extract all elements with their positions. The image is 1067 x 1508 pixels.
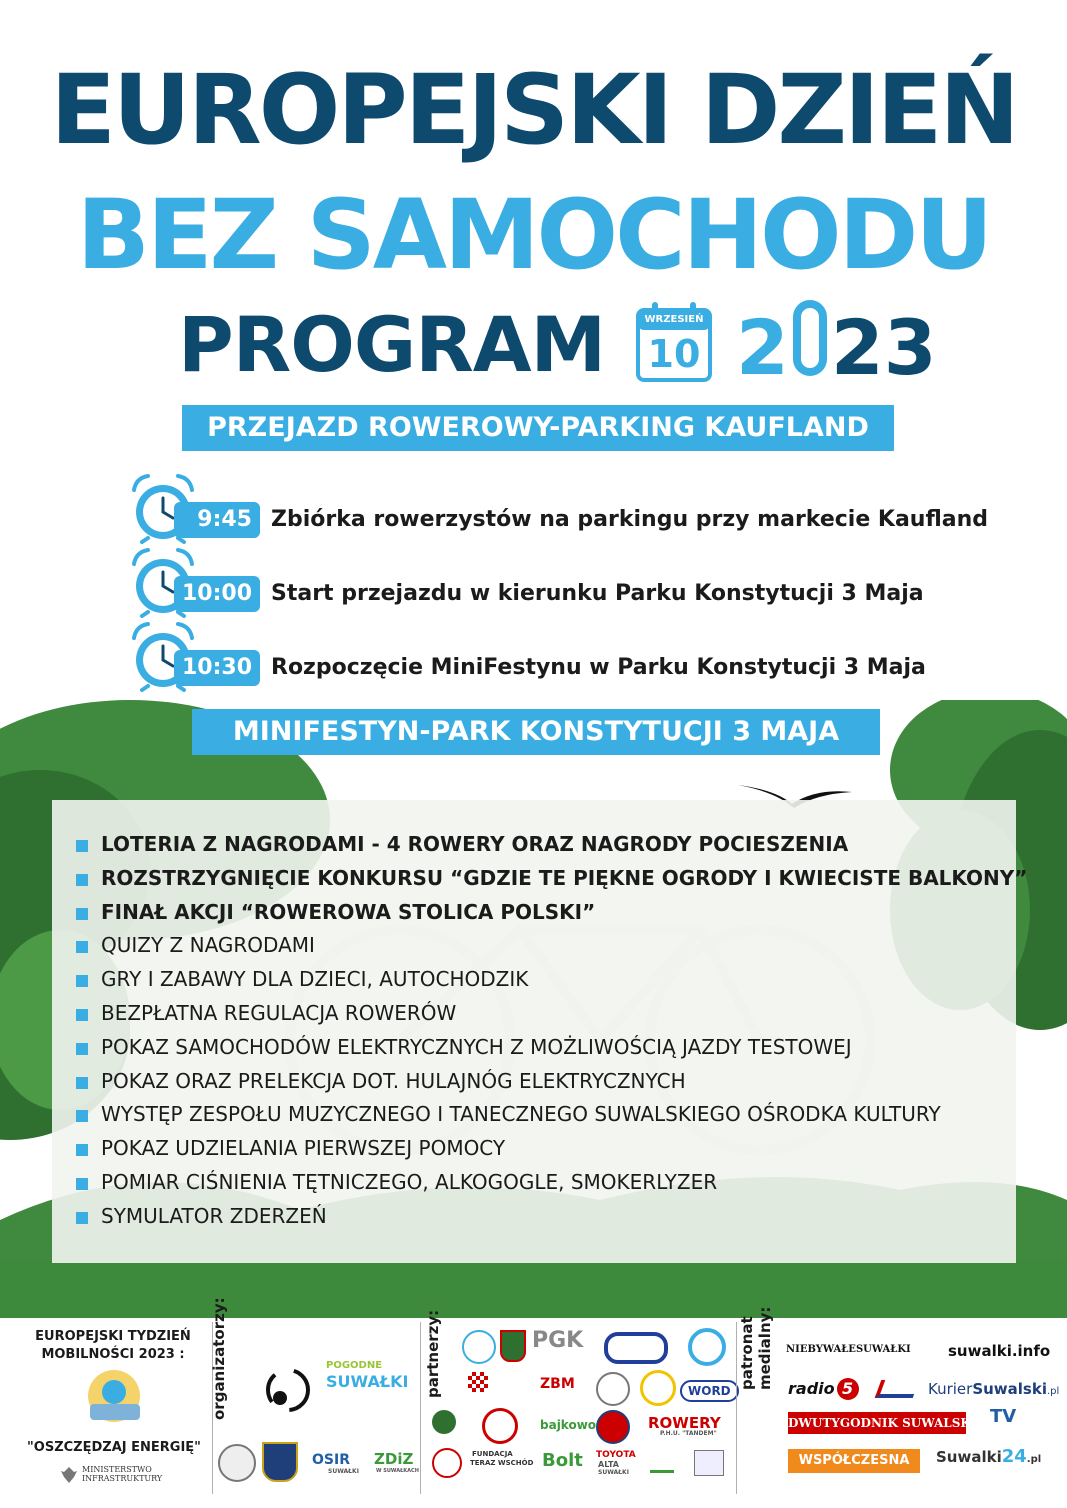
teraz-wschod-logo: TERAZ WSCHÓD (470, 1459, 534, 1467)
bajkowo-logo: bajkowo (540, 1418, 597, 1432)
radio-text: radio (788, 1379, 835, 1398)
festival-item-text: ROZSTRZYGNIĘCIE KONKURSU “GDZIE TE PIĘKNE OGRODY I KWIECISTE BALKONY” (101, 865, 1028, 890)
kurier-pl: .pl (1046, 1386, 1060, 1397)
bullet-square-icon (76, 908, 88, 920)
city-seal-logo (218, 1444, 256, 1482)
round-blue-logo (688, 1328, 726, 1366)
year-part2: 23 (830, 303, 937, 392)
eagle-emblem-icon (60, 1465, 78, 1485)
festival-item-text: SYMULATOR ZDERZEŃ (101, 1203, 327, 1228)
bullet-square-icon (76, 874, 88, 886)
alta-logo-sub: SUWAŁKI (598, 1469, 629, 1476)
bullet-square-icon (76, 1110, 88, 1122)
mobility-week-line2: MOBILNOŚCI 2023 : (41, 1347, 185, 1362)
fundacja-logo: FUNDACJA (472, 1450, 513, 1458)
niebywale-text: NIEBYWAŁE (786, 1344, 856, 1355)
festival-item (76, 963, 1027, 997)
suwalki-bear-logo (258, 1360, 318, 1420)
kurier-text: Kurier (928, 1380, 973, 1398)
mobility-week-title (18, 1328, 208, 1364)
schedule-description: Start przejazdu w kierunku Parku Konstytucji 3 Maja (271, 581, 924, 606)
schedule-description: Zbiórka rowerzystów na parkingu przy markecie Kaufland (271, 507, 989, 532)
festival-item (76, 929, 1027, 963)
ministry-name (82, 1465, 232, 1483)
festival-item (76, 1098, 1027, 1132)
cultural-centre-logo (468, 1372, 488, 1392)
pact-logo (694, 1450, 724, 1476)
festival-item (76, 1031, 1027, 1065)
kurier-suwalski-logo (928, 1380, 1059, 1398)
festival-item (76, 828, 1027, 862)
energy-motto: "OSZCZĘDZAJ ENERGIĘ" (27, 1440, 201, 1455)
active-city-logo (650, 1452, 674, 1473)
festival-item (76, 1166, 1027, 1200)
program-heading: PROGRAM (178, 300, 606, 389)
schedule-time: 10:30 (174, 650, 260, 686)
festival-items-list (76, 828, 1027, 1234)
radio5-number: 5 (837, 1378, 859, 1400)
csc-logo (604, 1332, 668, 1364)
suwalki24-text: Suwalki (936, 1448, 1002, 1466)
ministry-line1: MINISTERSTWO (82, 1465, 152, 1474)
bullet-square-icon (76, 941, 88, 953)
title-line1: EUROPEJSKI DZIEŃ (50, 54, 1017, 166)
bolt-logo: Bolt (542, 1450, 583, 1471)
osir-logo-sub: SUWAŁKI (328, 1468, 359, 1475)
festival-item-text: QUIZY Z NAGRODAMI (101, 933, 315, 958)
green-round-logo (432, 1410, 456, 1434)
zdiz-logo-sub: W SUWAŁKACH (376, 1468, 419, 1474)
bullet-square-icon (76, 840, 88, 852)
festival-item-text: GRY I ZABAWY DLA DZIECI, AUTOCHODZIK (101, 967, 529, 992)
festival-item-text: POKAZ UDZIELANIA PIERWSZEJ POMOCY (101, 1136, 506, 1161)
fire-brigade-logo (596, 1410, 630, 1444)
suwalki-info-logo: suwalki.info (948, 1342, 1051, 1360)
bullet-square-icon (76, 1009, 88, 1021)
festival-item (76, 862, 1027, 896)
calendar-month: WRZESIEŃ (644, 314, 704, 325)
suwalki24-number: 24 (1001, 1446, 1027, 1467)
ride-section-band: PRZEJAZD ROWEROWY-PARKING KAUFLAND (182, 405, 894, 451)
organizers-label: organizatorzy: (210, 1297, 228, 1420)
year (736, 300, 937, 393)
pgk-logo: PGK (532, 1328, 584, 1353)
schedule-description: Rozpoczęcie MiniFestynu w Parku Konstytucji 3 Maja (271, 655, 926, 680)
hospital-logo (596, 1372, 630, 1406)
calendar-icon (636, 302, 712, 382)
pwik-logo (462, 1330, 496, 1364)
media-label-1: patronat (738, 1316, 756, 1390)
tvs-logo: TV (990, 1406, 1017, 1427)
bullet-square-icon (76, 975, 88, 987)
medical-logo (482, 1408, 518, 1444)
pogodne-logo-text: POGODNE (326, 1360, 383, 1371)
suwalki-coat-of-arms (262, 1442, 298, 1482)
bullet-square-icon (76, 1043, 88, 1055)
suwalski-text: Suwalski (972, 1380, 1047, 1398)
bullet-square-icon (76, 1178, 88, 1190)
festival-item (76, 1065, 1027, 1099)
dwutygodnik-logo: DWUTYGODNIK SUWALSKI (788, 1412, 966, 1434)
festival-item-text: LOTERIA Z NAGRODAMI - 4 ROWERY ORAZ NAGRODY POCIESZENIA (101, 832, 849, 856)
toyota-logo: TOYOTA (596, 1450, 636, 1460)
festival-item-text: FINAŁ AKCJI “ROWEROWA STOLICA POLSKI” (101, 899, 596, 924)
media-label-2: medialny: (756, 1306, 774, 1390)
calendar-day: 10 (647, 332, 701, 376)
schedule-time: 9:45 (174, 502, 260, 538)
festival-item (76, 1200, 1027, 1234)
festival-item-text: POMIAR CIŚNIENIA TĘTNICZEGO, ALKOGOGLE, SMOKERLYZER (101, 1169, 718, 1194)
mobility-week-logo (80, 1368, 150, 1428)
year-zero-ring (793, 300, 827, 376)
festival-item-text: WYSTĘP ZESPOŁU MUZYCZNEGO I TANECZNEGO SUWALSKIEGO OŚRODKA KULTURY (101, 1102, 941, 1127)
word-logo: WORD (680, 1380, 739, 1402)
suwalki24-pl: .pl (1026, 1454, 1042, 1465)
festival-item-text: POKAZ ORAZ PRELEKCJA DOT. HULAJNÓG ELEKTRYCZNYCH (101, 1068, 686, 1093)
coat-of-arms-logo (500, 1330, 526, 1362)
festival-item (76, 1132, 1027, 1166)
tva-logo (875, 1380, 920, 1398)
festival-section-band: MINIFESTYN-PARK KONSTYTUCJI 3 MAJA (192, 709, 880, 755)
suwalki-text: SUWAŁKI (855, 1344, 911, 1355)
suwalki24-logo (936, 1446, 1041, 1467)
bullet-square-icon (76, 1212, 88, 1224)
suwalki-logo-text: SUWAŁKI (326, 1372, 409, 1391)
festival-item (76, 896, 1027, 930)
partners-label: partnerzy: (424, 1309, 442, 1398)
festival-item (76, 997, 1027, 1031)
schedule-time: 10:00 (174, 576, 260, 612)
sport-logo (640, 1370, 676, 1406)
title-line2: BEZ SAMOCHODU (76, 179, 991, 291)
mobility-week-line1: EUROPEJSKI TYDZIEŃ (35, 1329, 191, 1344)
year-part1: 2 (736, 303, 789, 392)
festival-item-text: BEZPŁATNA REGULACJA ROWERÓW (101, 1000, 457, 1025)
rowery-logo: ROWERY (648, 1414, 721, 1432)
zbm-logo: ZBM (540, 1376, 575, 1392)
police-logo (432, 1448, 462, 1478)
ministry-line2: INFRASTRUKTURY (82, 1474, 163, 1483)
wspolczesna-logo: WSPÓŁCZESNA (788, 1449, 920, 1473)
tandem-logo-sub: P.H.U. "TANDEM" (660, 1430, 717, 1437)
alta-logo: ALTA (598, 1460, 619, 1469)
radio5-logo (788, 1378, 859, 1400)
bullet-square-icon (76, 1144, 88, 1156)
bullet-square-icon (76, 1077, 88, 1089)
niebywale-logo (786, 1344, 911, 1355)
zdiz-logo: ZDiZ (374, 1450, 414, 1468)
osir-logo: OSIR (312, 1452, 350, 1468)
festival-item-text: POKAZ SAMOCHODÓW ELEKTRYCZNYCH Z MOŻLIWOŚCIĄ JAZDY TESTOWEJ (101, 1034, 852, 1059)
